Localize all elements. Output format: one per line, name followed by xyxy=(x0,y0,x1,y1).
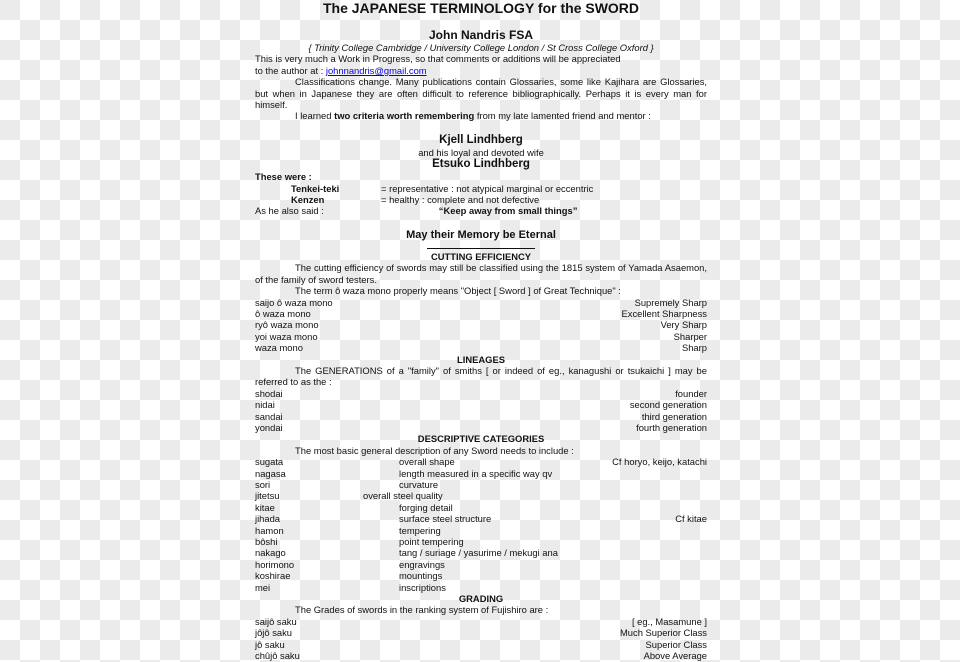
heading-cutting-efficiency: CUTTING EFFICIENCY xyxy=(431,250,531,262)
meaning: engravings xyxy=(399,558,445,570)
descriptive-row xyxy=(255,456,707,467)
grading-paragraph: The Grades of swords in the ranking system of Fujishiro are : xyxy=(295,604,549,616)
meaning: Sharp xyxy=(681,342,707,354)
term: waza mono xyxy=(255,342,303,354)
mentor-connector: and his loyal and devoted wife xyxy=(418,146,544,158)
descriptive-paragraph: The most basic general description of any Sword needs to include : xyxy=(295,444,574,456)
term: horimono xyxy=(255,558,295,570)
criterion-definition: = representative : not atypical marginal or eccentric xyxy=(381,182,594,194)
lineage-row xyxy=(255,422,707,433)
descriptive-row xyxy=(255,490,707,501)
note: Cf kitae xyxy=(675,513,707,525)
heading-lineages: LINEAGES xyxy=(457,353,505,365)
intro-paragraph-classifications: Classifications change. Many publications contain Glossaries, some like Kajihara are Glossaries, but when in Japanese they are often difficult to reference bibliographically. Perhaps it is every man for himself. xyxy=(255,76,707,111)
cutting-row xyxy=(255,319,707,330)
intro-line-2-prefix: to the author at : xyxy=(255,64,326,76)
term: sori xyxy=(255,479,271,490)
meaning: tang / suriage / yasurime / mekugi ana xyxy=(399,547,558,559)
criterion-row xyxy=(255,183,707,194)
note: Cf horyo, keijo, katachi xyxy=(612,456,707,468)
term: yoi waza mono xyxy=(255,330,318,342)
author-email-link[interactable]: johnnandris@gmail.com xyxy=(325,64,427,76)
term: nidai xyxy=(255,399,275,411)
term: bôshi xyxy=(255,536,278,548)
criterion-term: Kenzen xyxy=(291,194,325,206)
term: yondai xyxy=(255,421,283,433)
also-said-label: As he also said : xyxy=(255,205,324,217)
meaning: inscriptions xyxy=(399,581,446,593)
lineages-paragraph: The GENERATIONS of a "family" of smiths [ or indeed of eg., kanagushi or tsukaichi ] may be referred to as the : xyxy=(255,364,707,388)
term: saijo ô waza mono xyxy=(255,296,333,308)
meaning: Supremely Sharp xyxy=(634,296,707,308)
meaning: overall shape xyxy=(399,456,455,468)
term: shodai xyxy=(255,387,283,399)
lineage-row xyxy=(255,388,707,399)
term: mei xyxy=(255,581,271,593)
mentor-name: Kjell Lindhberg xyxy=(439,133,523,146)
meaning: Much Superior Class xyxy=(619,627,707,639)
term: jitetsu xyxy=(255,490,280,502)
descriptive-row xyxy=(255,468,707,479)
meaning: curvature xyxy=(399,479,439,490)
section-divider xyxy=(427,248,535,249)
term: hamon xyxy=(255,524,284,536)
meaning: Excellent Sharpness xyxy=(621,307,707,319)
lineage-row xyxy=(255,411,707,422)
cutting-row xyxy=(255,308,707,319)
meaning: second generation xyxy=(629,399,707,411)
meaning: length measured in a specific way qv xyxy=(399,467,553,479)
memorial-line: May their Memory be Eternal xyxy=(406,228,556,241)
cutting-paragraph-1: The cutting efficiency of swords may still be classified using the 1815 system of Yamada Asaemon, of the family of sword testers. xyxy=(255,262,707,285)
quote-row xyxy=(255,205,707,216)
meaning: Superior Class xyxy=(645,638,707,650)
heading-grading: GRADING xyxy=(458,593,504,605)
author-name: John Nandris FSA xyxy=(428,28,533,42)
intro-line-1: This is very much a Work in Progress, so that comments or additions will be appreciated xyxy=(255,53,621,65)
term: nakago xyxy=(255,547,286,559)
term: jôjô saku xyxy=(255,627,293,639)
criterion-term: Tenkei-teki xyxy=(291,182,340,194)
meaning: overall steel quality xyxy=(363,490,443,502)
criterion-row xyxy=(255,194,707,205)
grading-row xyxy=(255,627,707,638)
term: sandai xyxy=(255,410,283,422)
meaning: founder xyxy=(675,387,707,399)
grading-row xyxy=(255,639,707,650)
grading-row xyxy=(255,650,707,661)
meaning: Sharper xyxy=(673,330,707,342)
intro-paragraph-criteria xyxy=(255,110,707,121)
criteria-prefix: I learned xyxy=(295,110,335,122)
term: chûjô saku xyxy=(255,650,300,662)
mentor-quote: “Keep away from small things” xyxy=(438,205,578,217)
heading-descriptive-categories: DESCRIPTIVE CATEGORIES xyxy=(417,433,545,445)
descriptive-row xyxy=(255,502,707,513)
term: koshirae xyxy=(255,570,291,582)
cutting-row xyxy=(255,342,707,353)
descriptive-row xyxy=(255,582,707,593)
criterion-definition: = healthy : complete and not defective xyxy=(381,194,540,206)
term: kitae xyxy=(255,501,275,513)
meaning: fourth generation xyxy=(636,421,707,433)
meaning: point tempering xyxy=(399,536,464,548)
author-affiliation: { Trinity College Cambridge / University College London / St Cross College Oxford } xyxy=(308,42,654,53)
term: jô saku xyxy=(255,638,285,650)
term: ryô waza mono xyxy=(255,319,319,331)
document-page xyxy=(255,0,707,662)
meaning: third generation xyxy=(641,410,707,422)
descriptive-row xyxy=(255,559,707,570)
meaning: Above Average xyxy=(643,650,707,662)
descriptive-row xyxy=(255,536,707,547)
document-title: The JAPANESE TERMINOLOGY for the SWORD xyxy=(322,0,640,16)
grading-row xyxy=(255,616,707,627)
term: ô waza mono xyxy=(255,307,311,319)
descriptive-row xyxy=(255,570,707,581)
intro-line-2 xyxy=(255,65,707,76)
mentor-wife-name: Etsuko Lindhberg xyxy=(432,158,530,171)
term: jihada xyxy=(255,513,281,525)
cutting-row xyxy=(255,297,707,308)
descriptive-row xyxy=(255,525,707,536)
meaning: forging detail xyxy=(399,501,453,513)
term: saijô saku xyxy=(255,615,297,627)
cutting-row xyxy=(255,331,707,342)
cutting-paragraph-2: The term ô waza mono properly means "Object [ Sword ] of Great Technique" : xyxy=(295,285,621,297)
meaning: surface steel structure xyxy=(399,513,492,525)
criteria-suffix: from my late lamented friend and mentor : xyxy=(474,110,651,122)
these-were-label: These were : xyxy=(255,171,312,183)
meaning: Very Sharp xyxy=(660,319,707,331)
descriptive-row xyxy=(255,513,707,524)
descriptive-row xyxy=(255,547,707,558)
lineage-row xyxy=(255,399,707,410)
criteria-emphasis: two criteria worth remembering xyxy=(334,110,475,122)
meaning: tempering xyxy=(399,524,441,536)
descriptive-row xyxy=(255,479,707,490)
term: nagasa xyxy=(255,467,286,479)
term: sugata xyxy=(255,456,284,468)
meaning: [ eg., Masamune ] xyxy=(631,615,707,627)
meaning: mountings xyxy=(399,570,443,582)
